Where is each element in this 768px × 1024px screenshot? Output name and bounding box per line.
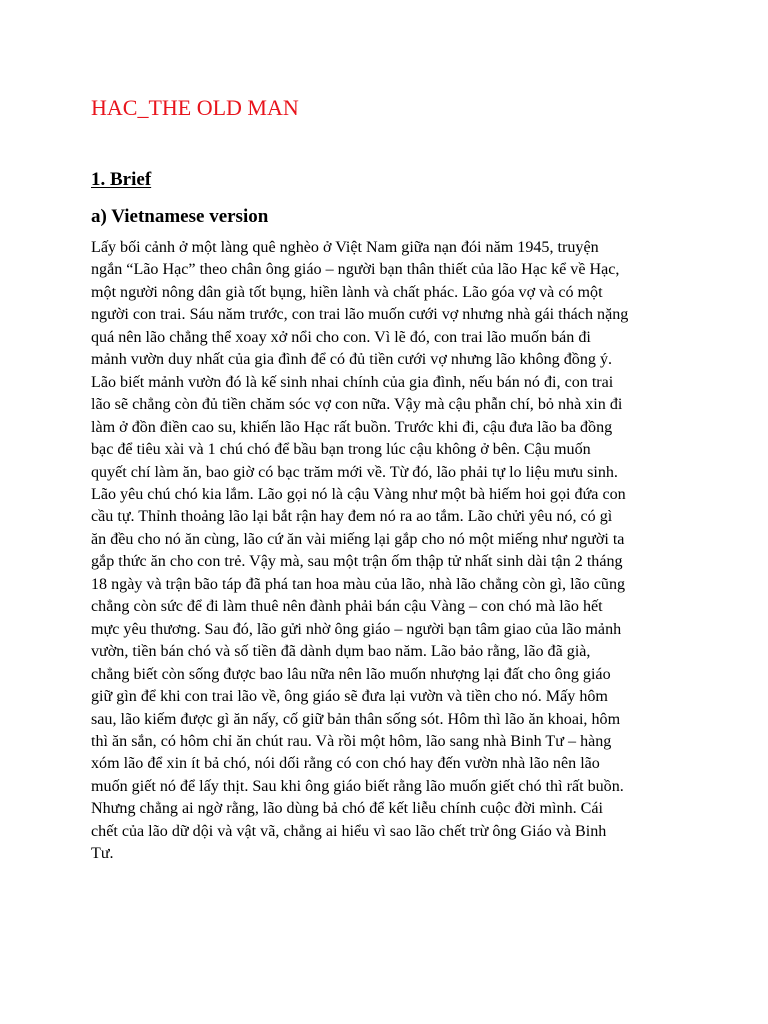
paragraph-line: cầu tự. Thỉnh thoảng lão lại bắt rận hay đem nó ra ao tắm. Lão chửi yêu nó, có gì <box>91 508 613 526</box>
paragraph-line: quá nên lão chẳng thể xoay xở nổi cho con. Vì lẽ đó, con trai lão muốn bán đi <box>91 328 591 346</box>
paragraph-line: làm ở đồn điền cao su, khiến lão Hạc rất buồn. Trước khi đi, cậu đưa lão ba đồng <box>91 418 613 436</box>
paragraph-line: mảnh vườn duy nhất của gia đình để có đủ tiền cưới vợ nhưng lão không đồng ý. <box>91 351 613 369</box>
paragraph-line: 18 ngày và trận bão táp đã phá tan hoa màu của lão, nhà lão chẳng còn gì, lão cũng <box>91 575 626 593</box>
paragraph-line: giữ gìn để khi con trai lão về, ông giáo sẽ đưa lại vườn và tiền cho nó. Mấy hôm <box>91 688 608 706</box>
paragraph-line: xóm lão để xin ít bả chó, nói dối rằng có con chó hay đến vườn nhà lão nên lão <box>91 755 600 773</box>
paragraph-line: ăn đều cho nó ăn cùng, lão cứ ăn vài miếng lại gắp cho nó một miếng như người ta <box>91 530 625 548</box>
paragraph-line: chết của lão dữ dội và vật vã, chẳng ai hiểu vì sao lão chết trừ ông Giáo và Binh <box>91 822 607 840</box>
paragraph-line: Lấy bối cảnh ở một làng quê nghèo ở Việt Nam giữa nạn đói năm 1945, truyện <box>91 239 599 256</box>
paragraph-line: ngắn “Lão Hạc” theo chân ông giáo – người bạn thân thiết của lão Hạc kể về Hạc, <box>91 261 620 279</box>
paragraph-line: Lão yêu chú chó kia lắm. Lão gọi nó là cậu Vàng như một bà hiếm hoi gọi đứa con <box>91 485 626 503</box>
paragraph-line: một người nông dân già tốt bụng, hiền lành và chất phác. Lão góa vợ và có một <box>91 283 603 301</box>
paragraph-line: lão sẽ chẳng còn đủ tiền chăm sóc vợ con nữa. Vậy mà cậu phẫn chí, bỏ nhà xin đi <box>91 396 623 414</box>
paragraph-line: Tư. <box>91 845 114 863</box>
section-heading-brief: 1. Brief <box>91 169 152 190</box>
document-title: HAC_THE OLD MAN <box>91 95 299 120</box>
paragraph-line: thì ăn sắn, có hôm chỉ ăn chút rau. Và rồi một hôm, lão sang nhà Binh Tư – hàng <box>91 732 612 750</box>
paragraph-line: vườn, tiền bán chó và số tiền đã dành dụm bao năm. Lão bảo rằng, lão đã già, <box>91 643 591 661</box>
paragraph-line: muốn giết nó để lấy thịt. Sau khi ông giáo biết rằng lão muốn giết chó thì rất buồn. <box>91 777 624 795</box>
paragraph-line: người con trai. Sáu năm trước, con trai lão muốn cưới vợ nhưng nhà gái thách nặng <box>91 306 629 324</box>
paragraph-line: gắp thức ăn cho con trẻ. Vậy mà, sau một trận ốm thập tử nhất sinh dài tận 2 tháng <box>91 553 623 571</box>
paragraph-line: Lão biết mảnh vườn đó là kế sinh nhai chính của gia đình, nếu bán nó đi, con trai <box>91 373 614 391</box>
paragraph-line: quyết chí làm ăn, bao giờ có bạc trăm mới về. Từ đó, lão phải tự lo liệu mưu sinh. <box>91 463 618 481</box>
paragraph-line: mực yêu thương. Sau đó, lão gửi nhờ ông giáo – người bạn tâm giao của lão mảnh <box>91 620 622 638</box>
paragraph-line: chẳng còn sức để đi làm thuê nên đành phải bán cậu Vàng – con chó mà lão hết <box>91 598 603 616</box>
paragraph-line: chẳng biết còn sống được bao lâu nữa nên lão muốn nhượng lại đất cho ông giáo <box>91 665 611 683</box>
paragraph-line: bạc để tiêu xài và 1 chú chó để bầu bạn trong lúc cậu không ở bên. Cậu muốn <box>91 441 591 459</box>
summary-paragraph <box>91 237 691 866</box>
paragraph-line: Nhưng chẳng ai ngờ rằng, lão dùng bả chó để kết liễu chính cuộc đời mình. Cái <box>91 800 604 818</box>
paragraph-line: sau, lão kiếm được gì ăn nấy, cố giữ bản thân sống sót. Hôm thì lão ăn khoai, hôm <box>91 710 621 728</box>
subsection-heading-vietnamese-version: a) Vietnamese version <box>91 206 269 227</box>
